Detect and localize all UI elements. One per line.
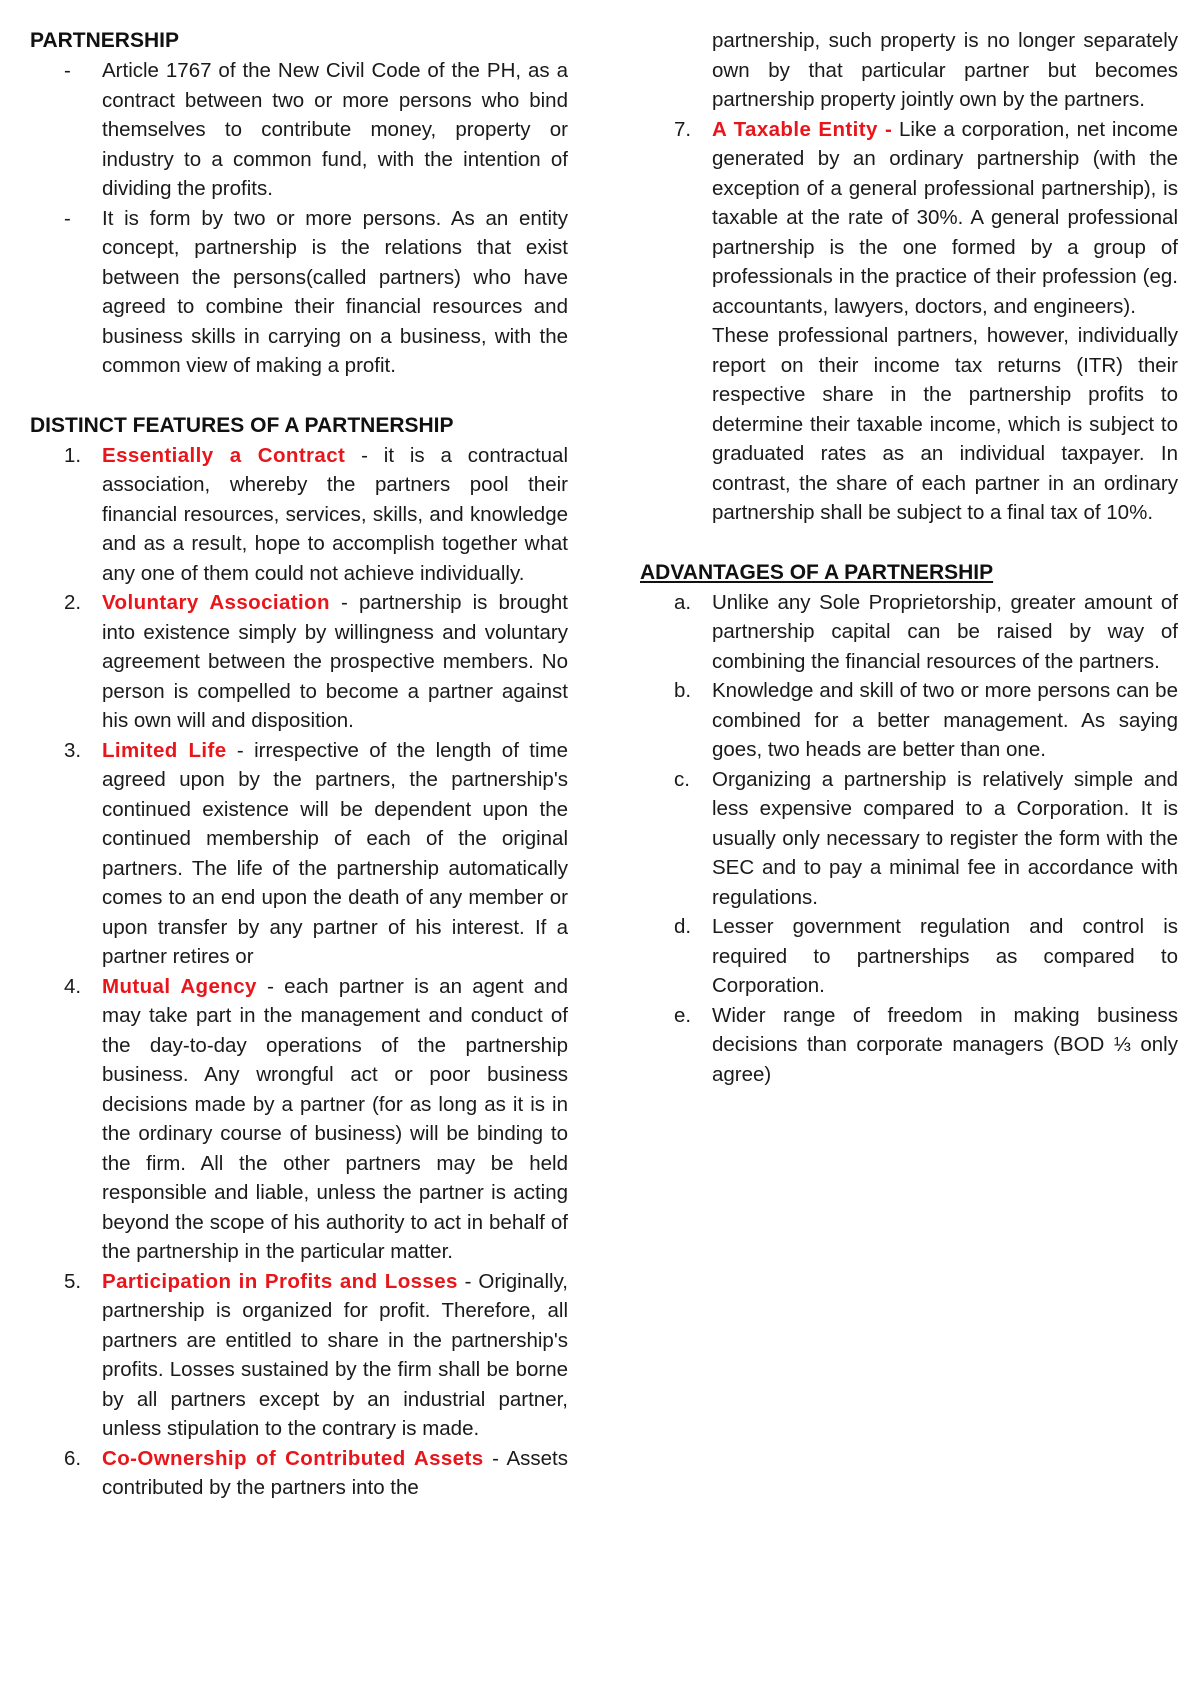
- item-number: 7.: [674, 117, 692, 141]
- left-column: [30, 26, 568, 1503]
- feature-term: Essentially a Contract: [102, 443, 346, 467]
- feature-term: A Taxable Entity -: [712, 117, 893, 141]
- advantage-item: [640, 676, 1178, 765]
- feature-text: irrespective of the length of time agreed upon by the partners, the partnership's continued existence will be dependent upon the continued membership of each of the original partners. The life of the partnership automatically comes to an end upon the death of any member or upon transfer by any partner of his interest. If a partner retires or: [102, 738, 568, 968]
- advantage-text: Organizing a partnership is relatively simple and less expensive compared to a Corporation. It is usually only necessary to register the form with the SEC and to pay a minimal fee in accordance with regulations.: [712, 767, 1178, 909]
- feature-item-6-continued: partnership, such property is no longer separately own by that particular partner but becomes partnership property jointly own by the partners.: [712, 29, 1178, 111]
- right-column: [640, 26, 1178, 1089]
- definition-bullet: [30, 56, 568, 204]
- feature-text: partnership is brought into existence simply by willingness and voluntary agreement between the prospective members. No person is compelled to become a partner against his own will and disposition.: [102, 591, 568, 732]
- advantage-text: Knowledge and skill of two or more persons can be combined for a better management. As saying goes, two heads are better than one.: [712, 679, 1178, 761]
- item-letter: e.: [674, 1003, 692, 1027]
- partnership-heading: PARTNERSHIP: [30, 29, 179, 52]
- feature-separator: -: [256, 974, 285, 998]
- advantage-item: [640, 588, 1178, 677]
- feature-term: Voluntary Association: [102, 591, 330, 614]
- feature-separator: -: [226, 738, 255, 762]
- item-number: 1.: [64, 443, 82, 467]
- definition-bullet: [30, 204, 568, 381]
- feature-separator: -: [345, 443, 384, 467]
- feature-term: Co-Ownership of Contributed Assets: [102, 1446, 484, 1470]
- feature-separator: -: [329, 591, 359, 614]
- feature-term: Participation in Profits and Losses: [102, 1269, 458, 1293]
- feature-item: [30, 972, 568, 1267]
- item-letter: b.: [674, 679, 692, 702]
- feature-item: [30, 441, 568, 589]
- advantages-heading: ADVANTAGES OF A PARTNERSHIP: [640, 560, 994, 584]
- feature-item: [30, 1267, 568, 1444]
- feature-term: Mutual Agency: [102, 974, 257, 998]
- item-letter: d.: [674, 915, 692, 938]
- item-number: 2.: [64, 591, 82, 614]
- item-number: 5.: [64, 1269, 82, 1293]
- feature-text: Like a corporation, net income generated by an ordinary partnership (with the exception of a general professional partnership), is taxable at the rate of 30%. A general professional partnership is the one formed by a group of professionals in the practice of their profession (eg. accountants, lawyers, doctors, and engineers).: [712, 117, 1178, 318]
- item-number: 6.: [64, 1446, 82, 1470]
- feature-item: [640, 115, 1178, 322]
- item-letter: a.: [674, 590, 692, 614]
- advantage-item: [640, 1001, 1178, 1090]
- item-number: 3.: [64, 738, 82, 762]
- dash-marker: -: [64, 59, 71, 82]
- feature-separator: -: [457, 1269, 479, 1293]
- feature-separator: [892, 118, 899, 141]
- item-number: 4.: [64, 974, 82, 998]
- feature-term: Limited Life: [102, 738, 227, 762]
- feature-item: [30, 736, 568, 972]
- feature-separator: -: [483, 1446, 507, 1470]
- advantage-text: Unlike any Sole Proprietorship, greater amount of partnership capital can be raised by way of combining the financial resources of the partners.: [712, 590, 1178, 673]
- advantage-item: [640, 912, 1178, 1001]
- feature-text: it is a contractual association, whereby the partners pool their financial resources, services, skills, and knowledge and as a result, hope to accomplish together what any one of them could not achieve individually.: [102, 443, 568, 585]
- feature-text: each partner is an agent and may take part in the management and conduct of the day-to-day operations of the partnership business. Any wrongful act or poor business decisions made by a partner (for as long as it is in the ordinary course of business) will be binding to the firm. All the other partners may be held responsible and liable, unless the partner is acting beyond the scope of his authority to act in behalf of the partnership in the particular matter.: [102, 974, 569, 1263]
- advantage-text: Wider range of freedom in making business decisions than corporate managers (BOD ⅓ only agree): [712, 1003, 1178, 1086]
- feature-item: [30, 588, 568, 736]
- advantage-text: Lesser government regulation and control is required to partnerships as compared to Corporation.: [712, 915, 1178, 997]
- feature-item: [30, 1444, 568, 1503]
- definition-text: Article 1767 of the New Civil Code of the PH, as a contract between two or more persons who bind themselves to contribute money, property or industry to a common fund, with the intention of dividing the profits.: [102, 59, 568, 200]
- definition-text: It is form by two or more persons. As an entity concept, partnership is the relations that exist between the persons(called partners) who have agreed to combine their financial resources and business skills in carrying on a business, with the common view of making a profit.: [102, 206, 568, 377]
- features-heading: DISTINCT FEATURES OF A PARTNERSHIP: [30, 413, 454, 437]
- advantage-item: [640, 765, 1178, 913]
- feature-text: Assets contributed by the partners into the: [102, 1446, 568, 1499]
- feature-text: Originally, partnership is organized for profit. Therefore, all partners are entitled to share in the partnership's profits. Losses sustained by the firm shall be borne by all partners except by an industrial partner, unless stipulation to the contrary is made.: [102, 1269, 568, 1440]
- dash-marker: -: [64, 206, 71, 230]
- item-letter: c.: [674, 767, 690, 791]
- feature-item-7-paragraph: These professional partners, however, individually report on their income tax returns (ITR) their respective share in the partnership profits to determine their taxable income, which is subject to graduated rates as an individual taxpayer. In contrast, the share of each partner in an ordinary partnership shall be subject to a final tax of 10%.: [712, 324, 1178, 524]
